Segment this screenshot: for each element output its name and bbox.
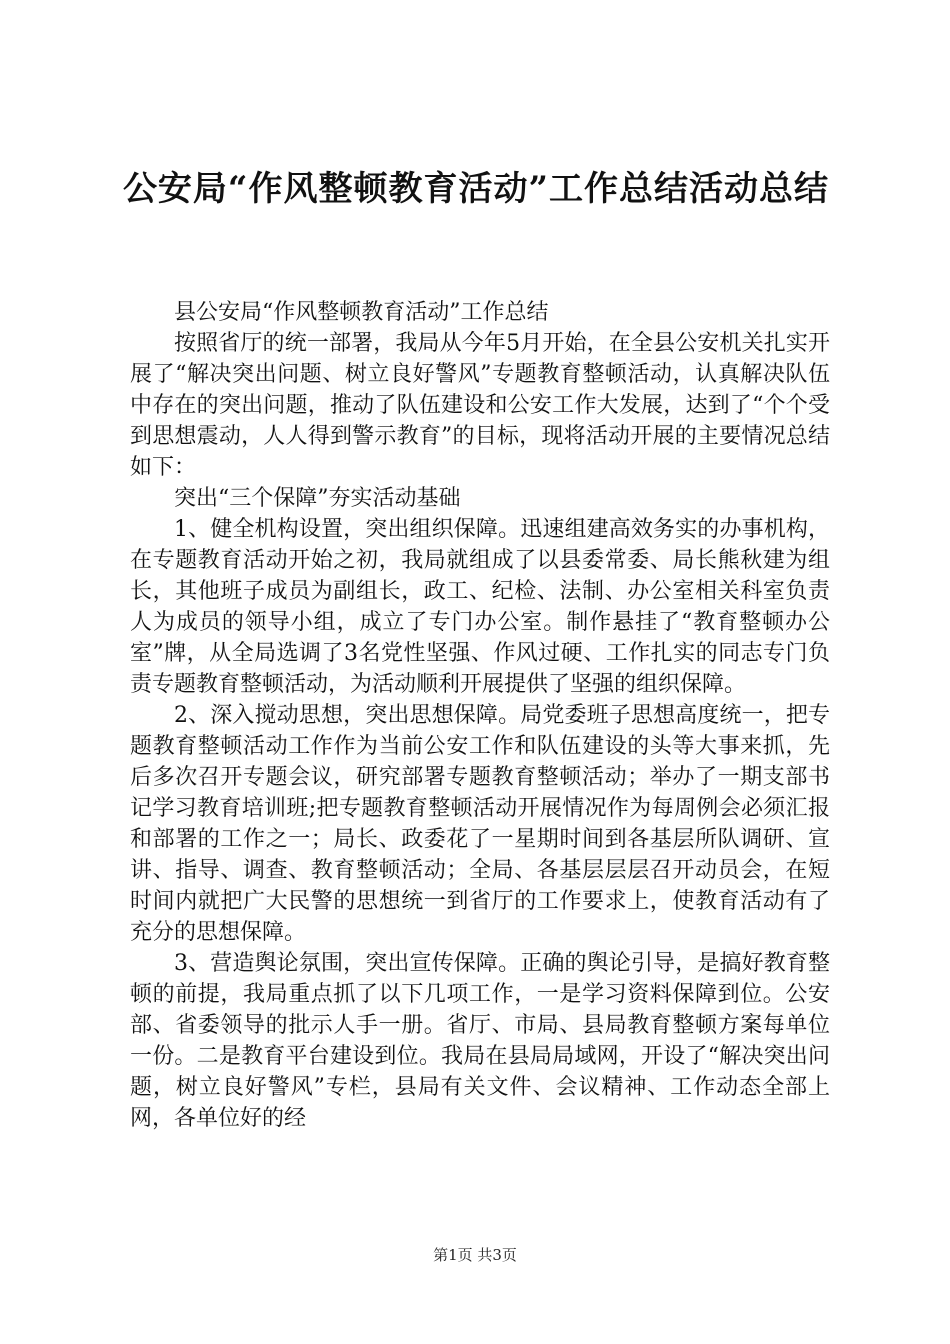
paragraph-item-2: 2、深入搅动思想，突出思想保障。局党委班子思想高度统一，把专题教育整顿活动工作作为当前公安工作和队伍建设的头等大事来抓，先后多次召开专题会议，研究部署专题教育整顿活动；举办了一期支部书记学习教育培训班;把专题教育整顿活动开展情况作为每周例会必须汇报和部署的工作之一；局长、政委花了一星期时间到各基层所队调研、宣讲、指导、调查、教育整顿活动；全局、各基层层层召开动员会，在短时间内就把广大民警的思想统一到省厅的工作要求上，使教育活动有了充分的思想保障。 [130, 703, 830, 945]
page-number-footer: 第1页 共3页 [433, 1246, 517, 1264]
document-title: 公安局“作风整顿教育活动”工作总结活动总结 [122, 169, 830, 209]
paragraph-section-heading: 突出“三个保障”夯实活动基础 [174, 486, 461, 511]
document-body [130, 297, 830, 1187]
paragraph-intro: 按照省厅的统一部署，我局从今年5月开始，在全县公安机关扎实开展了“解决突出问题、树立良好警风”专题教育整顿活动，认真解决队伍中存在的突出问题，推动了队伍建设和公安工作大发展，达到了“个个受到思想震动，人人得到警示教育”的目标，现将活动开展的主要情况总结如下： [130, 331, 830, 480]
paragraph-item-3: 3、营造舆论氛围，突出宣传保障。正确的舆论引导，是搞好教育整顿的前提，我局重点抓了以下几项工作，一是学习资料保障到位。公安部、省委领导的批示人手一册。省厅、市局、县局教育整顿方案每单位一份。二是教育平台建设到位。我局在县局局域网，开设了“解决突出问题，树立良好警风”专栏，县局有关文件、会议精神、工作动态全部上网，各单位好的经 [130, 951, 830, 1131]
paragraph-subtitle: 县公安局“作风整顿教育活动”工作总结 [174, 300, 549, 325]
paragraph-item-1: 1、健全机构设置，突出组织保障。迅速组建高效务实的办事机构，在专题教育活动开始之初，我局就组成了以县委常委、局长熊秋建为组长，其他班子成员为副组长，政工、纪检、法制、办公室相关科室负责人为成员的领导小组，成立了专门办公室。制作悬挂了“教育整顿办公室”牌，从全局选调了3名党性坚强、作风过硬、工作扎实的同志专门负责专题教育整顿活动，为活动顺利开展提供了坚强的组织保障。 [130, 517, 830, 697]
